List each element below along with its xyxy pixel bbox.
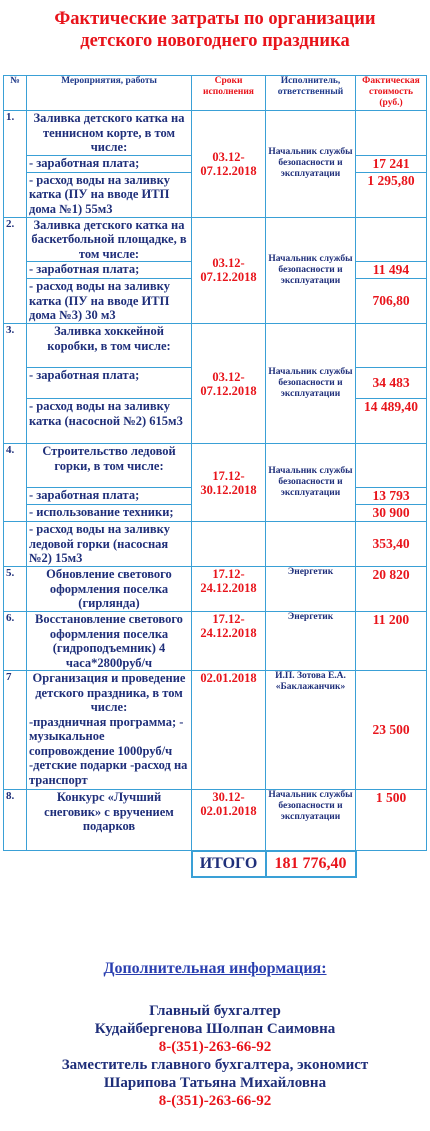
row-executor: Энергетик <box>266 567 356 612</box>
row-activity: Конкурс «Лучший снеговик» с вручением подарков <box>27 790 192 851</box>
row-number: 1. <box>4 111 27 218</box>
table-row <box>4 217 427 262</box>
row-cost-empty <box>356 217 427 262</box>
row-activity: Восстановление светового оформления поселка (гидроподъемник) 4 часа*2800руб/ч <box>27 612 192 671</box>
row-activity: Заливка детского катка на теннисном корте, в том числе: <box>27 111 192 156</box>
row-dates-empty <box>192 522 266 567</box>
row-dates: 30.12-02.01.2018 <box>192 790 266 851</box>
contact1-role: Главный бухгалтер <box>149 1003 281 1019</box>
table-row <box>4 444 427 488</box>
row-executor: Начальник службы безопасности и эксплуатации <box>266 444 356 522</box>
row-number: 8. <box>4 790 27 851</box>
contact2-name: Шарипова Татьяна Михайловна <box>103 1075 327 1091</box>
table-row <box>4 612 427 671</box>
table-row <box>4 567 427 612</box>
total-value: 181 776,40 <box>266 851 356 877</box>
row-activity-cell <box>27 671 192 790</box>
row-dates: 17.12-24.12.2018 <box>192 567 266 612</box>
row-sub-item: - заработная плата; <box>27 368 192 399</box>
row-dates: 17.12-30.12.2018 <box>192 444 266 522</box>
row-cost: 17 241 <box>356 155 427 172</box>
row-sub-item: - заработная плата; <box>27 262 192 279</box>
row-sub-item: - расход воды на заливку катка (ПУ на вводе ИТП дома №3) 30 м3 <box>27 279 192 324</box>
row-cost: 20 820 <box>356 567 427 612</box>
page-title <box>0 8 430 52</box>
row-cost: 1 500 <box>356 790 427 851</box>
contacts-section <box>0 960 430 1110</box>
additional-info-heading: Дополнительная информация: <box>103 960 327 977</box>
table-row <box>4 111 427 156</box>
row-dates: 03.12-07.12.2018 <box>192 217 266 324</box>
row-cost: 11 494 <box>356 262 427 279</box>
row-dates: 03.12-07.12.2018 <box>192 111 266 218</box>
row-sub-item: - расход воды на заливку ледовой горки (насосная №2) 15м3 <box>27 522 192 567</box>
row-sub-item: - заработная плата; <box>27 155 192 172</box>
total-label: ИТОГО <box>192 851 266 877</box>
header-num: № <box>4 76 27 111</box>
table-row <box>4 790 427 851</box>
costs-table <box>3 75 427 878</box>
table-row <box>4 671 427 790</box>
row-number: 2. <box>4 217 27 324</box>
header-dates: Сроки исполнения <box>192 76 266 111</box>
row-number: 6. <box>4 612 27 671</box>
row-executor: И.П. Зотова Е.А. «Баклажанчик» <box>266 671 356 790</box>
row-sub-item: - расход воды на заливку катка (ПУ на вводе ИТП дома №1) 55м3 <box>27 172 192 217</box>
table-row <box>4 324 427 368</box>
row-activity: Строительство ледовой горки, в том числе: <box>27 444 192 488</box>
row-cost-empty <box>356 324 427 368</box>
row-cost: 14 489,40 <box>356 399 427 444</box>
row-executor: Энергетик <box>266 612 356 671</box>
contact2-role: Заместитель главного бухгалтера, экономист <box>61 1057 369 1073</box>
title-line-1: Фактические затраты по организации <box>54 9 376 29</box>
row-cost: 1 295,80 <box>356 172 427 217</box>
row-activity: Организация и проведение детского праздника, в том числе: <box>32 671 186 714</box>
table-header-row <box>4 76 427 111</box>
row-cost: 13 793 <box>356 488 427 505</box>
row-executor: Начальник службы безопасности и эксплуатации <box>266 111 356 218</box>
row-number: 5. <box>4 567 27 612</box>
header-cost: Фактическая стоимость (руб.) <box>356 76 427 111</box>
row-cost: 23 500 <box>356 671 427 790</box>
row-cost: 34 483 <box>356 368 427 399</box>
row-executor: Начальник службы безопасности и эксплуатации <box>266 324 356 444</box>
row-number: 4. <box>4 444 27 522</box>
title-line-2: детского новогоднего праздника <box>80 31 350 51</box>
row-sub-item: - использование техники; <box>27 505 192 522</box>
row-cost: 706,80 <box>356 279 427 324</box>
contact1-phone: 8-(351)-263-66-92 <box>158 1039 272 1055</box>
row-dates: 17.12-24.12.2018 <box>192 612 266 671</box>
contact1-name: Кудайбергенова Шолпан Саимовна <box>94 1021 336 1037</box>
row-cost-empty <box>356 444 427 488</box>
row-sub-item: - расход воды на заливку катка (насосной №2) 615м3 <box>27 399 192 444</box>
row-sub-item: -праздничная программа; - музыкальное сопровождение 1000руб/ч -детские подарки -расход на транспорт <box>29 714 188 787</box>
contact2-phone: 8-(351)-263-66-92 <box>158 1093 272 1109</box>
row-cost: 30 900 <box>356 505 427 522</box>
row-cost: 353,40 <box>356 522 427 567</box>
row-sub-item: - заработная плата; <box>27 488 192 505</box>
total-row <box>4 851 427 877</box>
row-number: 7 <box>4 671 27 790</box>
table-row <box>4 522 427 567</box>
row-activity: Заливка детского катка на баскетбольной площадке, в том числе: <box>27 217 192 262</box>
row-executor-empty <box>266 522 356 567</box>
row-number-empty <box>4 522 27 567</box>
row-executor: Начальник службы безопасности и эксплуатации <box>266 790 356 851</box>
row-number: 3. <box>4 324 27 444</box>
header-activity: Мероприятия, работы <box>27 76 192 111</box>
row-dates: 02.01.2018 <box>192 671 266 790</box>
row-cost-empty <box>356 111 427 156</box>
row-executor: Начальник службы безопасности и эксплуатации <box>266 217 356 324</box>
row-dates: 03.12-07.12.2018 <box>192 324 266 444</box>
header-executor: Исполнитель, ответственный <box>266 76 356 111</box>
row-activity: Заливка хоккейной коробки, в том числе: <box>27 324 192 368</box>
row-activity: Обновление светового оформления поселка (гирлянда) <box>27 567 192 612</box>
row-cost: 11 200 <box>356 612 427 671</box>
